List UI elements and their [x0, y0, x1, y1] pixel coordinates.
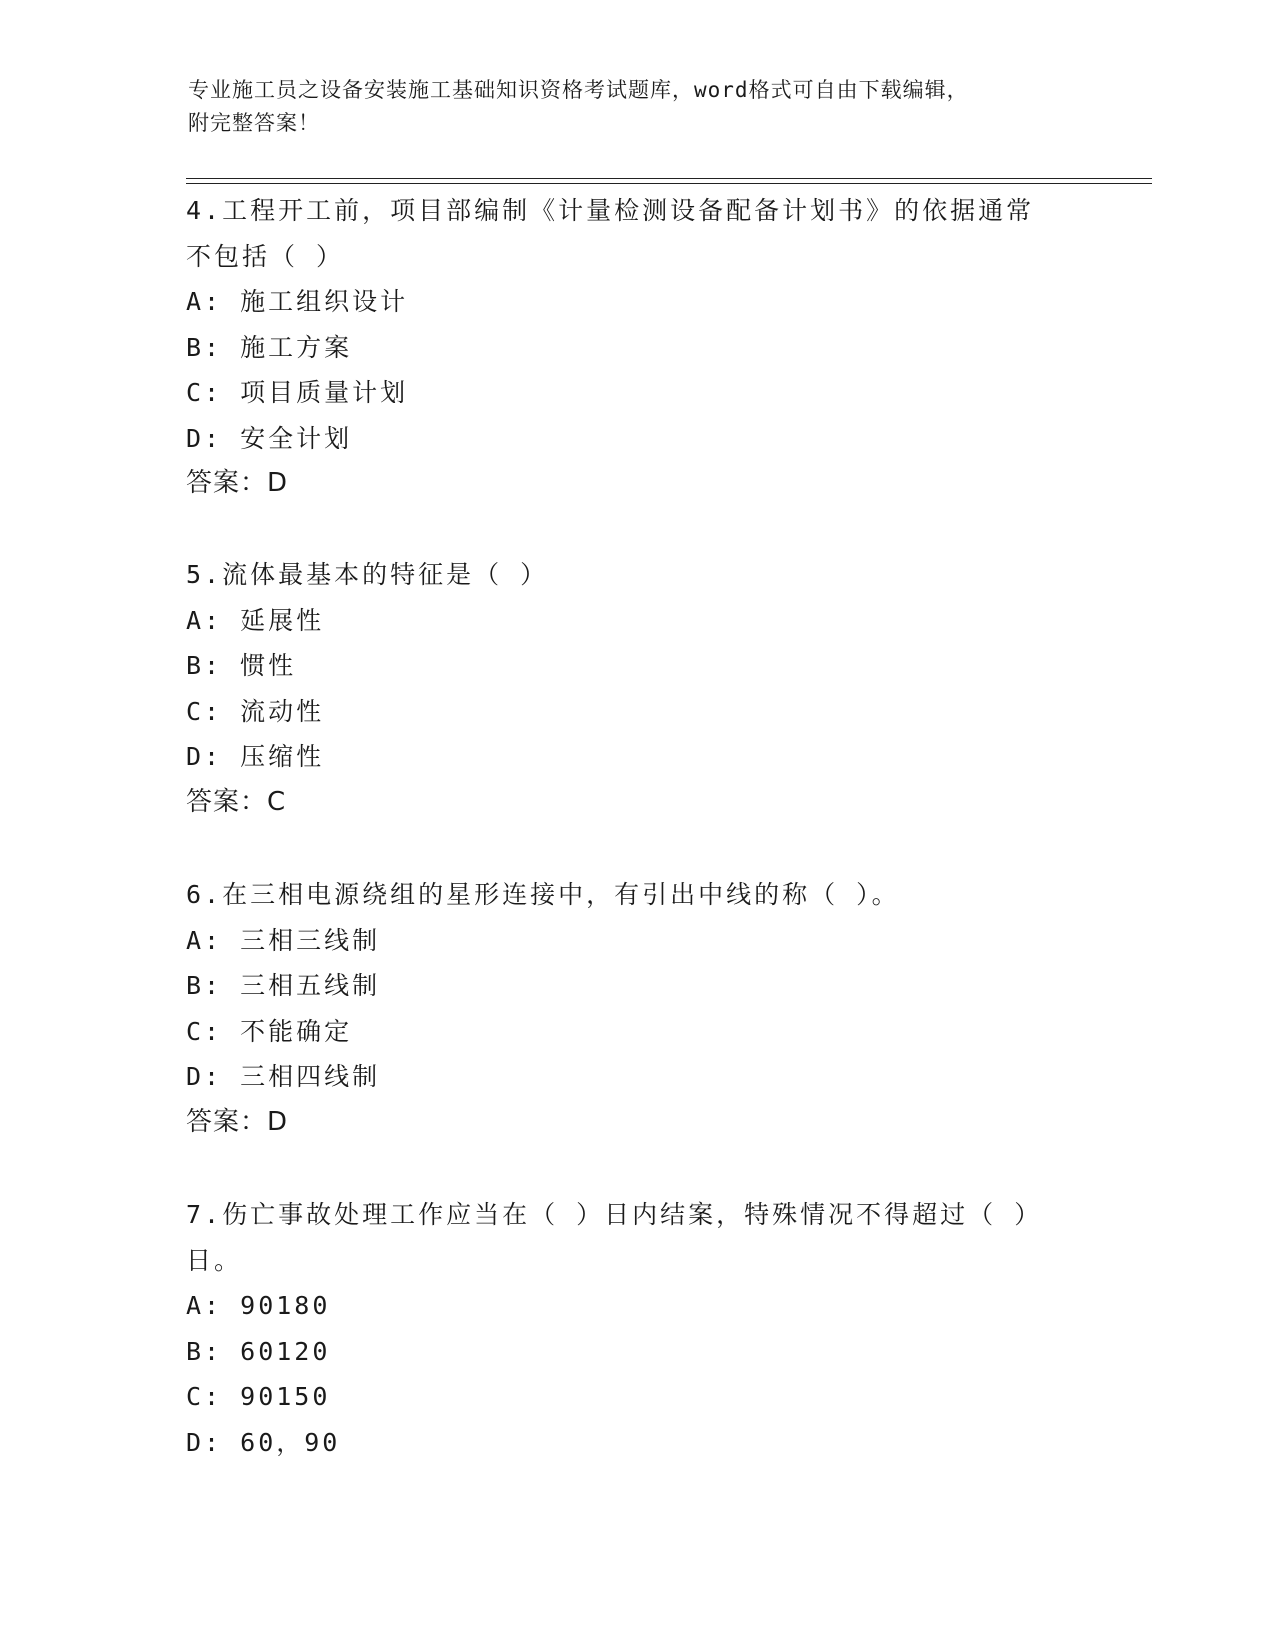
- option-c: C: 项目质量计划: [186, 378, 409, 407]
- option-a: A: 三相三线制: [186, 925, 381, 955]
- option-d: D: 60，90: [186, 1427, 341, 1457]
- option-c: C: 流动性: [186, 696, 325, 726]
- question-7: [186, 1192, 1086, 1465]
- question-4: [186, 188, 1086, 507]
- option-d: D: 压缩性: [186, 742, 325, 771]
- question-stem-line: 日。: [186, 1245, 243, 1275]
- option-b: B: 三相五线制: [186, 971, 381, 1000]
- option-b: B: 施工方案: [186, 332, 353, 362]
- question-5: [186, 552, 1086, 825]
- answer-line: 答案：D: [186, 468, 289, 498]
- header-divider-top: [186, 178, 1152, 179]
- question-stem-line: 不包括（ ）: [186, 241, 345, 271]
- option-b: B: 惯性: [186, 651, 297, 680]
- header-line-1: 专业施工员之设备安装施工基础知识资格考试题库，word格式可自由下载编辑，: [188, 78, 969, 102]
- question-stem-line: 6.在三相电源绕组的星形连接中，有引出中线的称（ ）。: [186, 880, 900, 909]
- answer-line: 答案：C: [186, 786, 287, 817]
- question-stem-line: 7.伤亡事故处理工作应当在（ ）日内结案，特殊情况不得超过（ ）: [186, 1200, 1043, 1229]
- option-a: A: 延展性: [186, 605, 325, 635]
- document-header: [188, 74, 1088, 140]
- option-c: C: 90150: [186, 1382, 331, 1411]
- question-stem-line: 5.流体最基本的特征是（ ）: [186, 560, 549, 589]
- answer-line: 答案：D: [186, 1106, 289, 1137]
- option-b: B: 60120: [186, 1336, 331, 1366]
- option-a: A: 施工组织设计: [186, 287, 409, 316]
- header-line-2: 附完整答案！: [188, 111, 320, 135]
- option-d: D: 安全计划: [186, 423, 353, 453]
- question-6: [186, 872, 1086, 1145]
- option-a: A: 90180: [186, 1291, 331, 1320]
- option-c: C: 不能确定: [186, 1016, 353, 1046]
- option-d: D: 三相四线制: [186, 1062, 381, 1091]
- question-stem-line: 4.工程开工前，项目部编制《计量检测设备配备计划书》的依据通常: [186, 196, 1035, 225]
- header-divider-bottom: [186, 183, 1152, 184]
